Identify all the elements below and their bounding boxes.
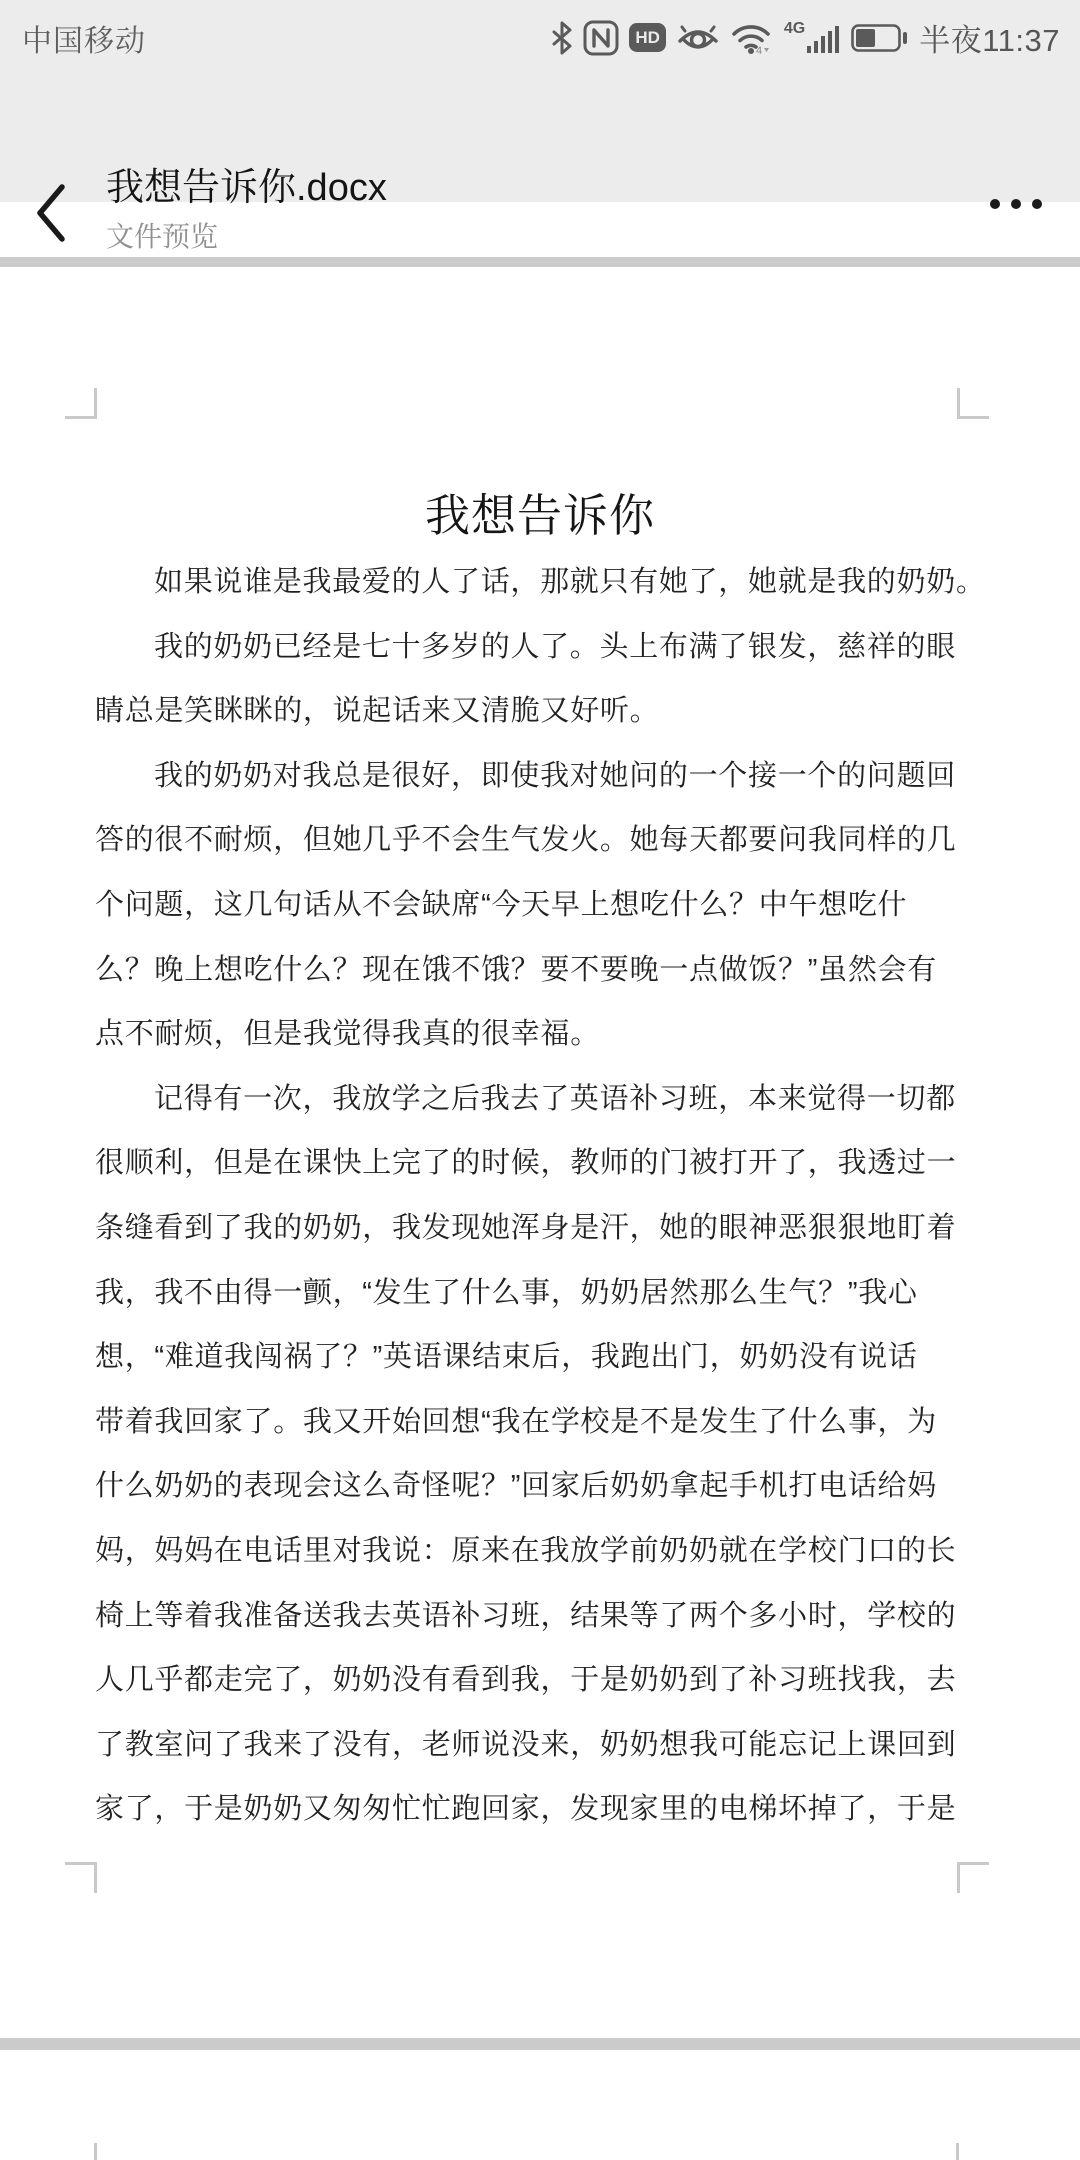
document-text-line: 我的奶奶已经是七十多岁的人了。头上布满了银发，慈祥的眼 — [154, 630, 956, 663]
document-text-line: 点不耐烦，但是我觉得我真的很幸福。 — [95, 1018, 600, 1051]
document-text-line: 家了，于是奶奶又匆匆忙忙跑回家，发现家里的电梯坏掉了，于是 — [95, 1793, 957, 1826]
document-text-line: 答的很不耐烦，但她几乎不会生气发火。她每天都要问我同样的几 — [95, 824, 957, 857]
document-text-line: 了教室问了我来了没有，老师说没来，奶奶想我可能忘记上课回到 — [95, 1728, 957, 1761]
document-page-2[interactable] — [0, 2050, 1080, 2160]
bluetooth-icon — [551, 21, 573, 55]
document-text-line: 带着我回家了。我又开始回想“我在学校是不是发生了什么事，为 — [95, 1405, 937, 1438]
page-corner-mark-top-right — [957, 388, 989, 419]
document-text-line: 很顺利，但是在课快上完了的时候，教师的门被打开了，我透过一 — [95, 1147, 957, 1180]
document-text-line: 我的奶奶对我总是很好，即使我对她问的一个接一个的问题回 — [154, 759, 956, 792]
ellipsis-dot — [1032, 199, 1042, 209]
nfc-icon — [583, 20, 619, 56]
document-text-line: 什么奶奶的表现会这么奇怪呢？”回家后奶奶拿起手机打电话给妈 — [95, 1470, 937, 1503]
page-corner-mark-bottom-right — [957, 1862, 989, 1893]
document-text-line: 椅上等着我准备送我去英语补习班，结果等了两个多小时，学校的 — [95, 1599, 957, 1632]
carrier-label: 中国移动 — [22, 24, 146, 58]
page-corner-mark-top-left — [65, 388, 97, 419]
eye-comfort-icon — [676, 21, 720, 55]
svg-text:4: 4 — [755, 44, 762, 55]
cellular-signal-icon — [783, 19, 841, 54]
ellipsis-dot — [990, 199, 1000, 209]
file-preview-subtitle: 文件预览 — [106, 221, 219, 252]
page2-corner-mark-right — [956, 2143, 959, 2160]
page2-corner-mark-left — [94, 2143, 97, 2160]
app-bar — [0, 75, 1080, 252]
document-text-line: 我，我不由得一颤，“发生了什么事，奶奶居然那么生气？”我心 — [95, 1276, 918, 1309]
status-bar — [0, 0, 1080, 75]
more-options-button[interactable] — [990, 193, 1042, 215]
battery-icon — [851, 24, 907, 52]
back-button[interactable] — [30, 181, 74, 245]
app-bar-titles — [106, 163, 387, 257]
document-text-line: 记得有一次，我放学之后我去了英语补习班，本来觉得一切都 — [154, 1082, 956, 1115]
page-separator-top — [0, 257, 1080, 267]
status-icon-cluster — [551, 20, 907, 56]
document-text-line: 么？晚上想吃什么？现在饿不饿？要不要晚一点做饭？”虽然会有 — [95, 953, 937, 986]
ellipsis-dot — [1011, 199, 1021, 209]
document-text-line: 如果说谁是我最爱的人了话，那就只有她了，她就是我的奶奶。 — [154, 566, 986, 598]
file-name-title: 我想告诉你.docx — [106, 167, 387, 209]
document-text-line: 妈，妈妈在电话里对我说：原来在我放学前奶奶就在学校门口的长 — [95, 1534, 957, 1567]
wifi-icon — [730, 21, 772, 55]
document-text-line: 想，“难道我闯祸了？”英语课结束后，我跑出门，奶奶没有说话 — [95, 1341, 918, 1374]
hd-voice-icon: HD — [629, 23, 666, 52]
document-text-line: 条缝看到了我的奶奶，我发现她浑身是汗，她的眼神恶狠狠地盯着 — [95, 1211, 957, 1244]
page-corner-mark-bottom-left — [65, 1862, 97, 1893]
document-text-line: 人几乎都走完了，奶奶没有看到我，于是奶奶到了补习班找我，去 — [95, 1664, 957, 1697]
document-title: 我想告诉你 — [424, 490, 655, 541]
network-type-label: 4G — [783, 19, 806, 37]
page-separator-bottom — [0, 2038, 1080, 2050]
document-text-line: 个问题，这几句话从不会缺席“今天早上想吃什么？中午想吃什 — [95, 888, 908, 921]
document-body — [95, 550, 987, 1842]
document-text-line: 睛总是笑眯眯的，说起话来又清脆又好听。 — [95, 695, 660, 728]
clock-label: 半夜11:37 — [919, 23, 1060, 58]
